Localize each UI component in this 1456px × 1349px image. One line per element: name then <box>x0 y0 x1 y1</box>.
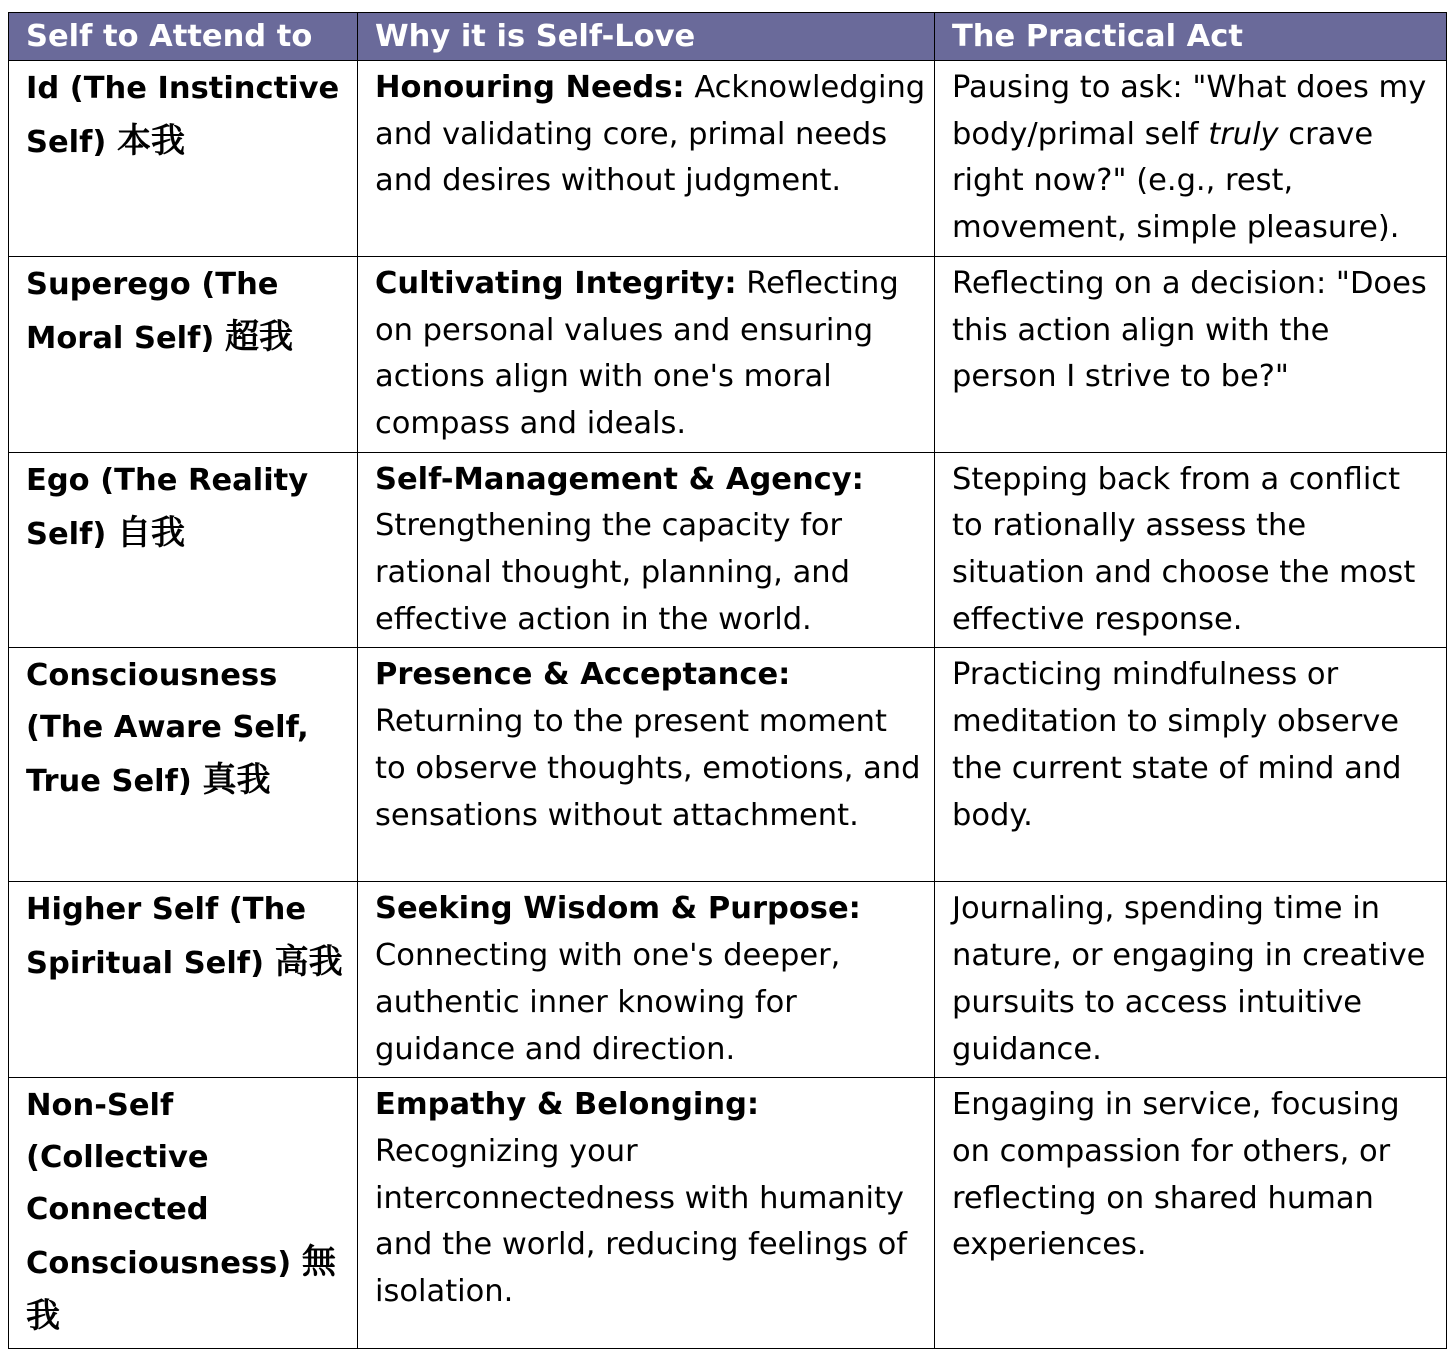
why-cell <box>358 1078 935 1349</box>
self-cell <box>9 452 358 648</box>
header-why: Why it is Self-Love <box>358 13 935 61</box>
act-text: Stepping back from a conflict to rationally assess the situation and choose the most effective response. <box>952 461 1416 637</box>
why-text: Acknowledging and validating core, primal needs and desires without judgment. <box>375 70 926 199</box>
self-label: Ego (The Reality Self) <box>26 462 309 552</box>
self-label: Id (The Instinctive Self) <box>26 71 340 160</box>
act-emphasis: truly <box>1208 116 1279 152</box>
self-cell <box>9 882 358 1078</box>
why-text: Strengthening the capacity for rational thought, planning, and effective action in the world. <box>375 508 850 637</box>
table-row <box>9 256 1447 452</box>
header-act: The Practical Act <box>935 13 1447 61</box>
self-cell <box>9 61 358 257</box>
act-cell <box>935 452 1447 648</box>
self-cjk: 高我 <box>274 942 343 983</box>
why-cell <box>358 648 935 882</box>
why-lead: Self-Management & Agency: <box>375 461 864 497</box>
table-body <box>9 61 1447 1349</box>
why-cell <box>358 882 935 1078</box>
self-cjk: 無我 <box>26 1242 336 1337</box>
act-text: Reflecting on a decision: "Does this action align with the person I strive to be?" <box>952 265 1427 395</box>
why-lead: Honouring Needs: <box>375 70 685 105</box>
act-text-end: crave right now?" (e.g., rest, movement, simple pleasure). <box>952 116 1400 246</box>
self-label: Consciousness (The Aware Self, True Self) <box>26 658 309 800</box>
act-cell <box>935 1078 1447 1349</box>
act-cell <box>935 256 1447 452</box>
self-cjk: 本我 <box>116 121 185 161</box>
why-text: Returning to the present moment to observe thoughts, emotions, and sensations without attachment. <box>375 704 921 833</box>
self-love-table <box>8 12 1447 1349</box>
self-cjk: 自我 <box>116 512 185 553</box>
why-cell <box>358 256 935 452</box>
self-label: Higher Self (The Spiritual Self) <box>26 892 307 982</box>
why-text: Connecting with one's deeper, authentic inner knowing for guidance and direction. <box>375 938 841 1067</box>
act-text: Engaging in service, focusing on compassion for others, or reflecting on shared human experiences. <box>952 1087 1400 1263</box>
self-cjk: 超我 <box>224 316 293 357</box>
table-row <box>9 452 1447 648</box>
self-cell <box>9 1078 358 1349</box>
act-cell <box>935 882 1447 1078</box>
why-lead: Empathy & Belonging: <box>375 1087 760 1123</box>
self-label: Non-Self (Collective Connected Consciousness) <box>26 1088 292 1282</box>
self-cjk: 真我 <box>202 760 271 801</box>
act-text: Pausing to ask: "What does my body/primal self <box>952 70 1427 152</box>
table-row <box>9 882 1447 1078</box>
why-lead: Cultivating Integrity: <box>375 265 737 301</box>
why-lead: Presence & Acceptance: <box>375 657 791 693</box>
self-cell <box>9 256 358 452</box>
why-text: Reflecting on personal values and ensuring actions align with one's moral compass and ideals. <box>375 265 899 441</box>
table-header <box>9 13 1447 61</box>
act-cell <box>935 61 1447 257</box>
act-cell <box>935 648 1447 882</box>
self-cell <box>9 648 358 882</box>
self-label: Superego (The Moral Self) <box>26 266 279 356</box>
table-row <box>9 648 1447 882</box>
header-self: Self to Attend to <box>9 13 358 61</box>
why-cell <box>358 61 935 257</box>
table-row <box>9 1078 1447 1349</box>
why-cell <box>358 452 935 648</box>
act-text: Journaling, spending time in nature, or engaging in creative pursuits to access intuitive guidance. <box>952 891 1426 1067</box>
why-text: Recognizing your interconnectedness with humanity and the world, reducing feelings of isolation. <box>375 1133 908 1310</box>
act-text: Practicing mindfulness or meditation to simply observe the current state of mind and body. <box>952 657 1402 833</box>
header-row <box>9 13 1447 61</box>
table-row <box>9 61 1447 257</box>
why-lead: Seeking Wisdom & Purpose: <box>375 891 861 927</box>
